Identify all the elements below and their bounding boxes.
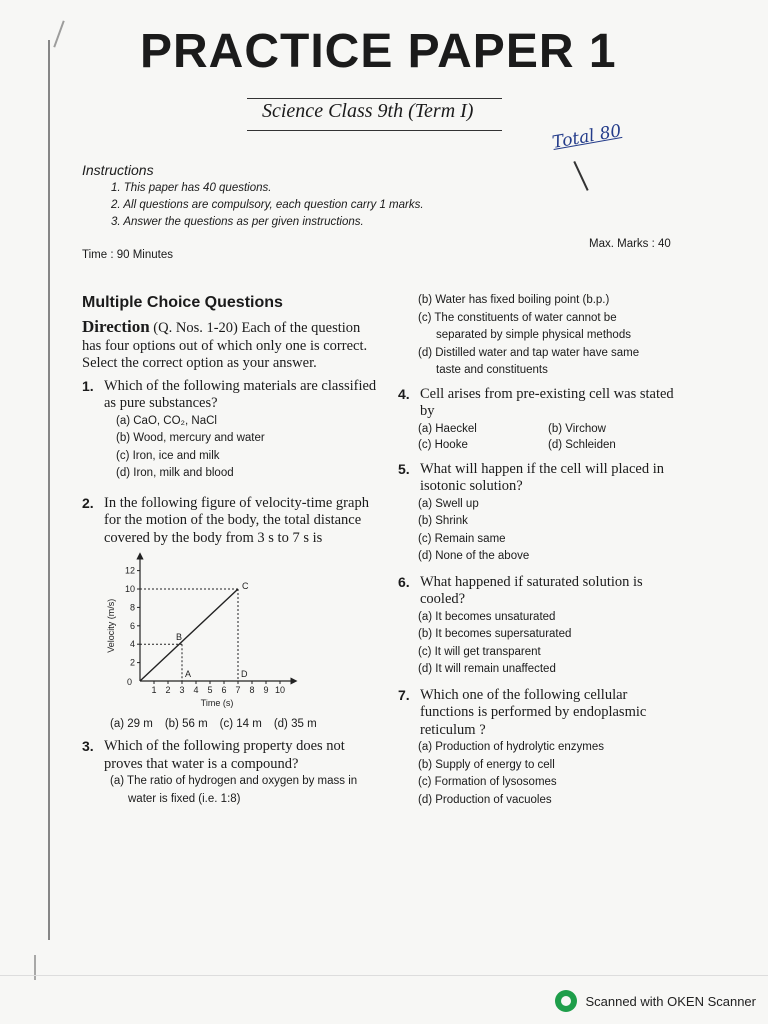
question-number: 4. [398, 385, 410, 402]
y-tick-label: 8 [129, 602, 135, 613]
question-6 [398, 574, 678, 679]
option-d: (d) Iron, milk and blood [116, 467, 234, 479]
option-c: (c) It will get transparent [418, 645, 541, 658]
option-a: (a) Production of hydrolytic enzymes [418, 741, 604, 753]
question-text: What happened if saturated solution is cooled? [420, 573, 643, 607]
y-tick-label: 6 [129, 620, 135, 631]
option-d-continued: taste and constituents [436, 364, 548, 376]
option-a: (a) Haeckel [418, 422, 477, 435]
option-c: (c) Hooke [418, 438, 468, 451]
option-b: (b) Virchow [548, 422, 606, 435]
question-number: 3. [82, 738, 94, 754]
question-5 [398, 461, 678, 566]
instruction-item: 3. Answer the questions as per given instructions. [111, 216, 364, 228]
option-c: (c) The constituents of water cannot be [418, 311, 617, 324]
option-a: (a) CaO, CO₂, NaCl [116, 414, 217, 427]
velocity-time-graph-svg [102, 551, 302, 711]
x-tick-label: 1 [151, 685, 157, 695]
handwritten-total-note: Total 80 [550, 121, 623, 153]
question-number: 2. [82, 494, 94, 511]
scanner-logo-icon [555, 990, 577, 1012]
max-marks: Max. Marks : 40 [589, 238, 671, 250]
x-tick-label: 10 [274, 685, 286, 695]
y-tick-label: 10 [124, 584, 135, 594]
instructions-title: Instructions [82, 162, 154, 178]
x-tick-label: 7 [235, 685, 241, 695]
option-a: (a) Swell up [418, 497, 479, 510]
velocity-time-graph [102, 551, 382, 716]
option-a-continued: water is fixed (i.e. 1:8) [128, 792, 241, 805]
question-text: What will happen if the cell will placed in isotonic solution? [420, 460, 665, 494]
option-b: (b) Wood, mercury and water [116, 432, 265, 444]
time-limit: Time : 90 Minutes [82, 249, 173, 261]
x-tick-label: 3 [179, 685, 185, 695]
x-tick-label: 6 [221, 685, 227, 695]
option-b: (b) Shrink [418, 515, 468, 527]
subtitle-rule-top [247, 98, 502, 99]
question-text: Which one of the following cellular functions is performed by endoplasmic reticulum ? [420, 686, 647, 738]
question-7 [398, 687, 678, 810]
option-b: (b) Water has fixed boiling point (b.p.) [418, 294, 610, 306]
scanner-footer-text: Scanned with OKEN Scanner [585, 993, 756, 1009]
question-options [110, 773, 382, 808]
direction-text [82, 318, 382, 373]
question-options [418, 609, 678, 679]
option-a: (a) The ratio of hydrogen and oxygen by mass in [110, 775, 358, 787]
question-1 [82, 378, 382, 483]
option-d: (d) It will remain unaffected [418, 663, 556, 675]
x-tick-label: 9 [263, 685, 269, 695]
direction-label: Direction [82, 317, 150, 336]
right-column [398, 292, 678, 809]
option-d: (d) Schleiden [548, 438, 616, 451]
direction-body: (Q. Nos. 1-20) Each of the question has four options out of which only one is correct. Select the correct option as your answer. [82, 320, 368, 371]
point-label-c: C [242, 581, 249, 591]
option-c-continued: separated by simple physical methods [436, 329, 631, 341]
page-margin-mark [34, 955, 36, 980]
question-2 [82, 495, 382, 731]
question-options [110, 718, 382, 730]
question-text: Cell arises from pre-existing cell was stated by [420, 385, 674, 419]
question-number: 5. [398, 460, 410, 477]
option-c: (c) Formation of lysosomes [418, 776, 557, 788]
subtitle-rule-bottom [247, 130, 502, 131]
y-axis-label: Velocity (m/s) [106, 598, 116, 653]
question-text: Which of the following property does not proves that water is a compound? [104, 738, 345, 772]
y-tick-label: 12 [124, 565, 135, 576]
scanner-footer [555, 990, 756, 1012]
option-a: (a) It becomes unsaturated [418, 610, 556, 623]
page-title: PRACTICE PAPER 1 [140, 25, 617, 78]
question-4 [398, 386, 678, 453]
question-text: Which of the following materials are classified as pure substances? [104, 377, 377, 411]
option-d: (d) Production of vacuoles [418, 793, 552, 806]
instruction-item: 1. This paper has 40 questions. [111, 182, 272, 194]
page-bottom-edge [0, 975, 768, 976]
x-tick-label: 5 [207, 685, 213, 695]
option-b: (b) It becomes supersaturated [418, 628, 572, 640]
point-label-b: B [176, 632, 183, 643]
option-a: (a) 29 m [110, 718, 153, 730]
pen-mark [53, 21, 64, 48]
question-number: 1. [82, 377, 94, 394]
question-3 [82, 738, 382, 808]
question-options [418, 496, 678, 566]
question-3-options-continued [418, 292, 678, 380]
y-tick-label: 2 [129, 657, 135, 668]
x-tick-label: 8 [249, 685, 255, 695]
question-number: 6. [398, 573, 410, 590]
question-options [418, 421, 678, 453]
option-d: (d) None of the above [418, 550, 530, 562]
origin-label: 0 [126, 677, 132, 687]
option-b: (b) 56 m [164, 718, 208, 730]
x-axis-label: Time (s) [200, 698, 234, 708]
point-label-a: A [185, 669, 192, 679]
page-subtitle: Science Class 9th (Term I) [262, 100, 474, 122]
option-b: (b) Supply of energy to cell [418, 758, 555, 771]
option-d: (d) 35 m [273, 718, 317, 730]
option-c: (c) 14 m [219, 718, 262, 730]
page-margin-line [48, 40, 50, 940]
y-tick-label: 4 [129, 639, 135, 650]
question-options [418, 739, 678, 809]
x-tick-label: 4 [193, 685, 199, 695]
x-tick-label: 2 [165, 685, 171, 695]
instructions-list [111, 180, 424, 231]
point-label-d: D [241, 669, 248, 679]
left-column [82, 294, 382, 808]
option-d: (d) Distilled water and tap water have same [418, 346, 640, 359]
option-c: (c) Remain same [418, 532, 506, 545]
question-number: 7. [398, 686, 410, 703]
question-options [116, 413, 382, 483]
handwritten-mark [573, 161, 588, 191]
section-title: Multiple Choice Questions [82, 294, 283, 311]
option-c: (c) Iron, ice and milk [116, 449, 220, 462]
instruction-item: 2. All questions are compulsory, each question carry 1 marks. [111, 199, 424, 211]
velocity-line [140, 589, 238, 681]
question-text: In the following figure of velocity-time graph for the motion of the body, the total distance covered by the body from 3 s to 7 s is [104, 494, 369, 546]
